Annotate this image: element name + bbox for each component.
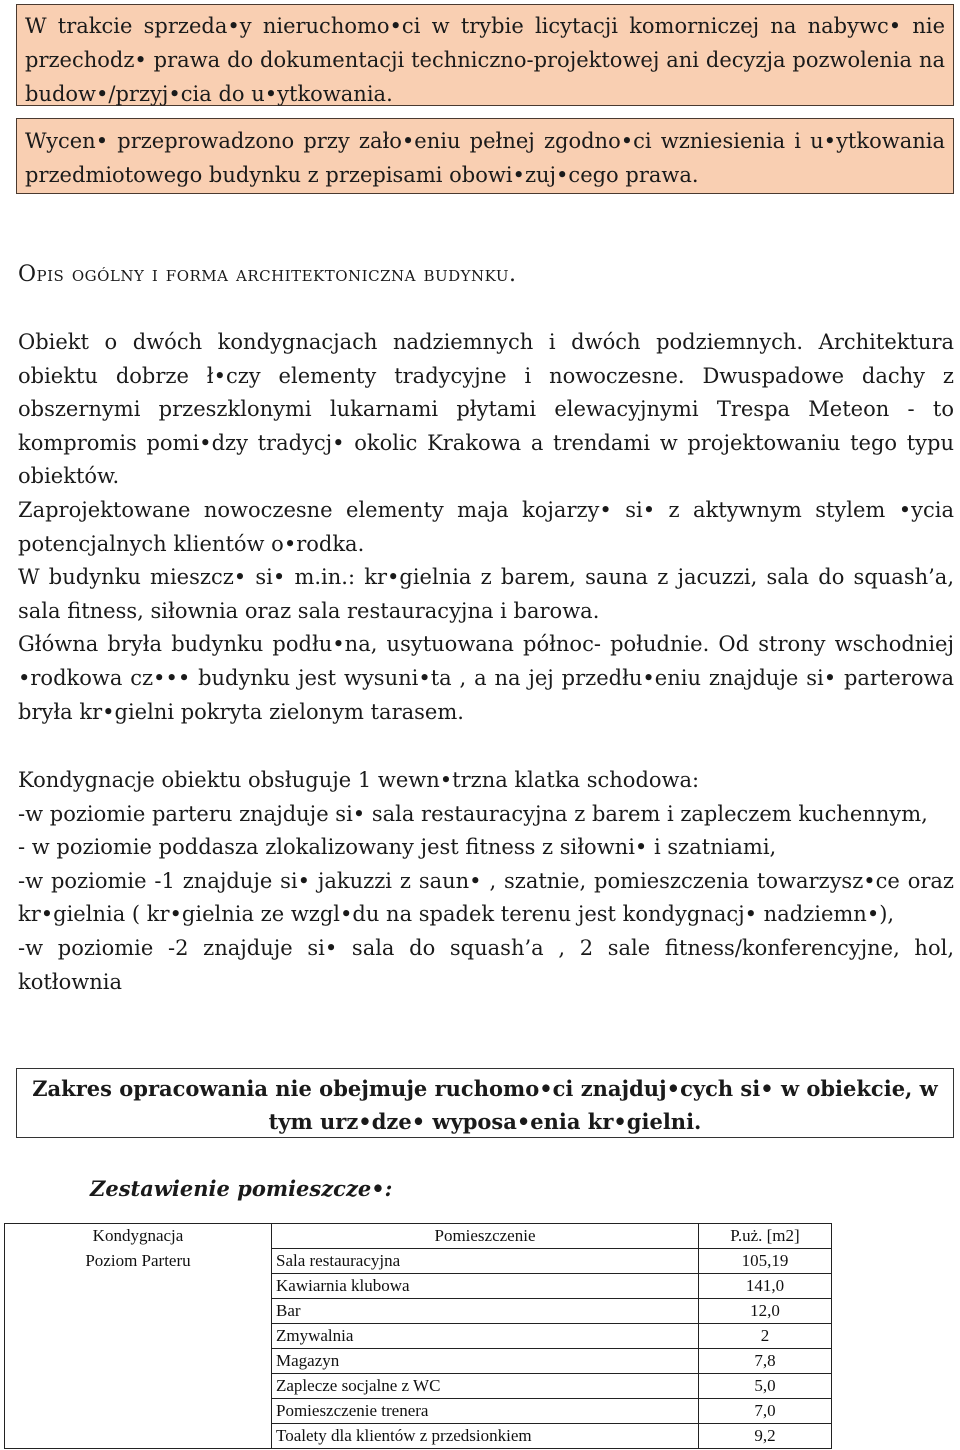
rooms-table xyxy=(4,1223,832,1449)
floor-cell: Poziom Parteru xyxy=(5,1249,272,1274)
floors-item: -w poziomie -2 znajduje si• sala do squash’a , 2 sale fitness/konferencyjne, hol, kotłownia xyxy=(18,935,954,994)
room-area-cell: 9,2 xyxy=(699,1424,832,1449)
room-name-cell: Sala restauracyjna xyxy=(272,1249,699,1274)
floors-intro: Kondygnacje obiektu obsługuje 1 wewn•trzna klatka schodowa: xyxy=(18,768,700,792)
header-area: P.uż. [m2] xyxy=(699,1224,832,1249)
room-area-cell: 7,8 xyxy=(699,1349,832,1374)
room-name-cell: Bar xyxy=(272,1299,699,1324)
notice-box-wycena xyxy=(16,118,954,194)
room-name-cell: Toalety dla klientów z przedsionkiem xyxy=(272,1424,699,1449)
room-area-cell: 141,0 xyxy=(699,1274,832,1299)
header-pomieszczenie: Pomieszczenie xyxy=(272,1224,699,1249)
room-area-cell: 5,0 xyxy=(699,1374,832,1399)
room-name-cell: Magazyn xyxy=(272,1349,699,1374)
floor-cell xyxy=(5,1324,272,1349)
floor-cell xyxy=(5,1299,272,1324)
description-paragraph: Główna bryła budynku podłu•na, usytuowana północ- południe. Od strony wschodniej •rodkowa cz••• budynku jest wysuni•ta , a na jej przedłu•eniu znajduje si• parterowa bryła kr•gielni pokryta zielonym tarasem. xyxy=(18,632,954,724)
header-kondygnacja: Kondygnacja xyxy=(5,1224,272,1249)
table-row xyxy=(5,1274,832,1299)
table-row xyxy=(5,1249,832,1274)
floor-cell xyxy=(5,1374,272,1399)
floors-block xyxy=(18,764,954,999)
description-paragraph: Obiekt o dwóch kondygnacjach nadziemnych i dwóch podziemnych. Architektura obiektu dobrze ł•czy elementy tradycyjne i nowoczesne. Dwuspadowe dachy z obszernymi przeszklonymi lukarnami płytami elewacyjnymi Trespa Meteon - to kompromis pomi•dzy tradycj• okolic Krakowa a trendami w projektowaniu tego typu obiektów. xyxy=(18,330,954,489)
table-row xyxy=(5,1424,832,1449)
table-header-row xyxy=(5,1224,832,1249)
room-area-cell: 12,0 xyxy=(699,1299,832,1324)
room-name-cell: Kawiarnia klubowa xyxy=(272,1274,699,1299)
room-area-cell: 105,19 xyxy=(699,1249,832,1274)
floor-cell xyxy=(5,1349,272,1374)
room-area-cell: 2 xyxy=(699,1324,832,1349)
table-row xyxy=(5,1324,832,1349)
room-name-cell: Zaplecze socjalne z WC xyxy=(272,1374,699,1399)
notice-text: Wycen• przeprowadzono przy zało•eniu pełnej zgodno•ci wzniesienia i u•ytkowania przedmiotowego budynku z przepisami obowi•zuj•cego prawa. xyxy=(25,129,945,187)
table-row xyxy=(5,1299,832,1324)
scope-note-text: Zakres opracowania nie obejmuje ruchomo•ci znajduj•cych si• w obiekcie, w tym urz•dze• wyposa•enia kr•gielni. xyxy=(32,1076,938,1134)
room-name-cell: Pomieszczenie trenera xyxy=(272,1399,699,1424)
section-title: Opis ogólny i forma architektoniczna budynku. xyxy=(18,262,517,287)
table-row xyxy=(5,1349,832,1374)
floors-item: -w poziomie -1 znajduje si• jakuzzi z saun• , szatnie, pomieszczenia towarzysz•ce oraz kr•gielnia ( kr•gielnia ze wzgl•du na spadek terenu jest kondygnacj• nadziemn•), xyxy=(18,868,954,927)
room-area-cell: 7,0 xyxy=(699,1399,832,1424)
description-paragraph: Zaprojektowane nowoczesne elementy maja kojarzy• si• z aktywnym stylem •ycia potencjalnych klientów o•rodka. xyxy=(18,497,954,556)
floors-item: - w poziomie poddasza zlokalizowany jest fitness z siłowni• i szatniami, xyxy=(18,835,777,860)
notice-text: W trakcie sprzeda•y nieruchomo•ci w trybie licytacji komorniczej na nabywc• nie przechodz• prawa do dokumentacji techniczno-projektowej ani decyzja pozwolenia na budow•/przyj•cia do u•ytkowania. xyxy=(25,14,945,106)
table-row xyxy=(5,1374,832,1399)
description-block xyxy=(18,326,954,729)
description-paragraph: W budynku mieszcz• si• m.in.: kr•gielnia z barem, sauna z jacuzzi, sala do squash’a, sala fitness, siłownia oraz sala restauracyjna i barowa. xyxy=(18,565,954,623)
floor-cell xyxy=(5,1424,272,1449)
table-title: Zestawienie pomieszcze•: xyxy=(90,1176,393,1201)
scope-note-box xyxy=(16,1068,954,1138)
floors-item: -w poziomie parteru znajduje si• sala restauracyjna z barem i zapleczem kuchennym, xyxy=(18,801,928,826)
table-row xyxy=(5,1399,832,1424)
notice-box-licytacja xyxy=(16,4,954,106)
floor-cell xyxy=(5,1399,272,1424)
room-name-cell: Zmywalnia xyxy=(272,1324,699,1349)
floor-cell xyxy=(5,1274,272,1299)
